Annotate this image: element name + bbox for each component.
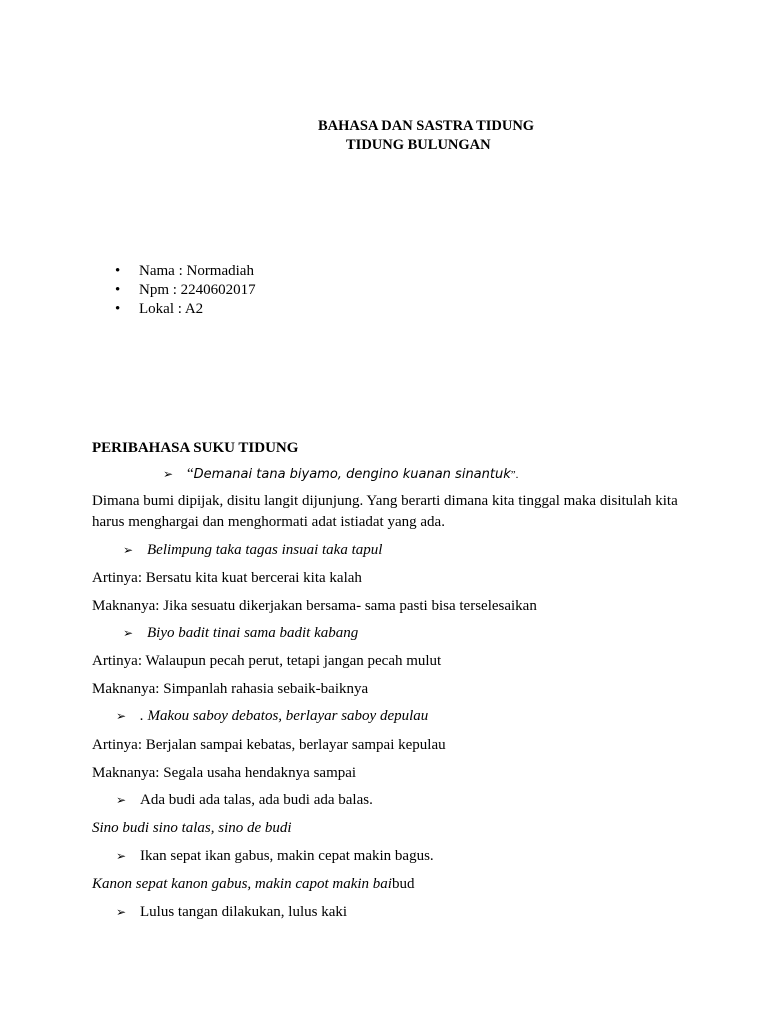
proverb-maknanya: Maknanya: Jika sesuatu dikerjakan bersama- sama pasti bisa terselesaikan [92, 598, 537, 614]
bullet-icon: • [115, 301, 121, 317]
proverb-tidung: Kanon sepat kanon gabus, makin capot makin baibud [92, 876, 415, 892]
list-item: • Nama : Normadiah [115, 263, 254, 279]
list-item: • Lokal : A2 [115, 301, 204, 317]
arrow-bullet-icon: ➢ [116, 905, 127, 919]
arrow-bullet-icon: ➢ [116, 793, 127, 807]
arrow-bullet-icon: ➢ [123, 543, 134, 557]
bullet-icon: • [115, 263, 121, 279]
list-item: • Npm : 2240602017 [115, 282, 256, 298]
proverb-item: ➢ Ada budi ada talas, ada budi ada balas. [116, 792, 373, 808]
proverb-meaning: Dimana bumi dipijak, disitu langit dijunjung. Yang berarti dimana kita tinggal maka disitulah kita harus menghargai dan menghormati adat istiadat yang ada. [92, 493, 678, 530]
proverb-item: ➢ Biyo badit tinai sama badit kabang [123, 625, 359, 641]
document-subtitle: TIDUNG BULUNGAN [346, 137, 491, 153]
proverb-item: ➢ Belimpung taka tagas insuai taka tapul [123, 542, 383, 558]
bullet-icon: • [115, 282, 121, 298]
proverb-artinya: Artinya: Bersatu kita kuat bercerai kita kalah [92, 570, 362, 586]
proverb-maknanya: Maknanya: Segala usaha hendaknya sampai [92, 765, 357, 781]
proverb-maknanya: Maknanya: Simpanlah rahasia sebaik-baiknya [92, 681, 369, 697]
proverb-item: ➢ Lulus tangan dilakukan, lulus kaki [116, 904, 348, 920]
proverb-artinya: Artinya: Walaupun pecah perut, tetapi jangan pecah mulut [92, 653, 442, 669]
arrow-bullet-icon: ➢ [116, 849, 127, 863]
proverb-item: ➢ “Demanai tana biyamo, dengino kuanan sinantuk”. [163, 466, 519, 482]
proverb-tidung: Sino budi sino talas, sino de budi [92, 820, 292, 836]
proverb-item: ➢ . Makou saboy debatos, berlayar saboy depulau [116, 708, 429, 724]
proverb-item: ➢ Ikan sepat ikan gabus, makin cepat makin bagus. [116, 848, 434, 864]
proverb-artinya: Artinya: Berjalan sampai kebatas, berlayar sampai kepulau [92, 737, 446, 753]
arrow-bullet-icon: ➢ [163, 467, 174, 481]
section-title: PERIBAHASA SUKU TIDUNG [92, 440, 299, 456]
arrow-bullet-icon: ➢ [116, 709, 127, 723]
arrow-bullet-icon: ➢ [123, 626, 134, 640]
document-title: BAHASA DAN SASTRA TIDUNG [318, 118, 535, 134]
